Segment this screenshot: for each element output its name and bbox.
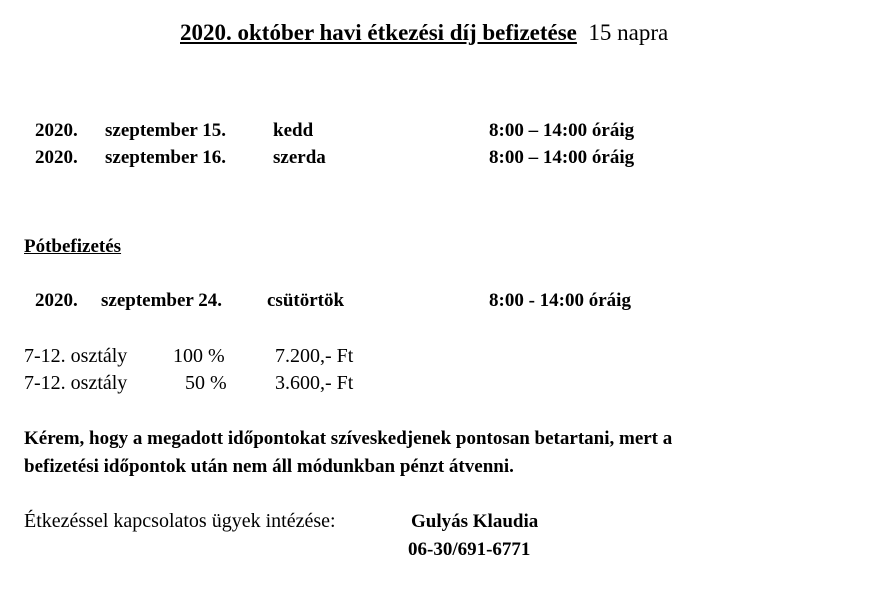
price-percent-1: 100 % <box>173 345 225 367</box>
extra-time: 8:00 - 14:00 óráig <box>489 290 631 311</box>
price-grade-1: 7-12. osztály <box>24 345 128 367</box>
extra-year: 2020. <box>35 290 78 311</box>
extra-date: szeptember 24. <box>101 290 223 311</box>
schedule-year-2: 2020. <box>35 147 78 168</box>
price-percent-2: 50 % <box>185 372 227 394</box>
price-amount-2: 3.600,- Ft <box>275 372 354 394</box>
extra-day: csütörtök <box>267 290 345 311</box>
schedule-time-1: 8:00 – 14:00 óráig <box>489 120 635 141</box>
schedule-day-2: szerda <box>273 147 326 168</box>
contact-name: Gulyás Klaudia <box>411 511 539 532</box>
page-title <box>180 20 668 46</box>
schedule-year-1: 2020. <box>35 120 78 141</box>
title-subtitle: 15 napra <box>588 20 669 45</box>
price-grade-2: 7-12. osztály <box>24 372 128 394</box>
notice-line-1: Kérem, hogy a megadott időpontokat szíveskedjenek pontosan betartani, mert a <box>24 428 673 449</box>
notice-line-2: befizetési időpontok után nem áll módunkban pénzt átvenni. <box>24 456 514 477</box>
schedule-time-2: 8:00 – 14:00 óráig <box>489 147 635 168</box>
contact-label: Étkezéssel kapcsolatos ügyek intézése: <box>24 510 336 532</box>
contact-phone: 06-30/691-6771 <box>408 539 531 560</box>
extra-heading: Pótbefizetés <box>24 236 122 257</box>
schedule-date-1: szeptember 15. <box>105 120 227 141</box>
price-amount-1: 7.200,- Ft <box>275 345 354 367</box>
title-main: 2020. október havi étkezési díj befizetése <box>180 20 577 45</box>
schedule-date-2: szeptember 16. <box>105 147 227 168</box>
schedule-day-1: kedd <box>273 120 314 141</box>
